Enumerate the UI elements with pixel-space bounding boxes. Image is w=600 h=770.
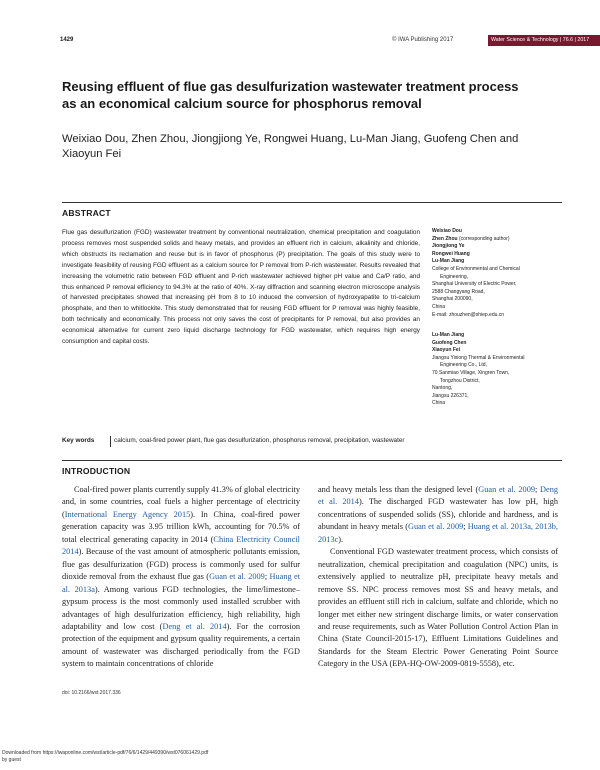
citation-link[interactable]: International Energy Agency 2015 [64, 509, 191, 519]
author-name: Lu-Man Jiang [432, 258, 465, 265]
author-list: Weixiao Dou, Zhen Zhou, Jiongjiong Ye, Rongwei Huang, Lu-Man Jiang, Guofeng Chen and Xiaoyun Fei [62, 133, 519, 160]
keywords-text: calcium, coal-fired power plant, flue gas desulfurization, phosphorus removal, precipitation, wastewater [110, 436, 414, 447]
citation-link[interactable]: Deng et al. 2014 [318, 485, 558, 507]
page-number: 1429 [60, 37, 74, 43]
affiliation-line: College of Environmental and Chemical [432, 265, 520, 272]
download-footer [2, 750, 208, 763]
citation-link[interactable]: China Electricity Council 2014 [62, 534, 300, 557]
affiliation-line: Shanghai University of Electric Power, [432, 281, 517, 288]
affiliation-line: China [432, 303, 446, 310]
journal-info: Water Science & Technology | 76.6 | 2017 [488, 35, 600, 46]
affiliation-line: Tongzhou District, [440, 377, 480, 384]
author-name: Rongwei Huang [432, 250, 470, 257]
download-line: Downloaded from https://iwaponline.com/wst/article-pdf/76/6/1429/449390/wst076061429.pdf [2, 750, 209, 756]
citation-link[interactable]: Guan et al. 2009 [407, 522, 464, 532]
doi[interactable]: doi: 10.2166/wst.2017.336 [62, 690, 121, 696]
affiliation-line: Engineering Co., Ltd, [440, 362, 487, 369]
author-name: Guofeng Chen [432, 339, 467, 346]
affiliation-block-2 [432, 332, 562, 408]
intro-column-2: and heavy metals less than the designed level (Guan et al. 2009; Deng et al. 2014). The discharged FGD wastewater has low pH, high concentrations of suspended solids (SS), chloride and hardness, and is abundant in heavy metals (Guan et al. 2009; Huang et al. 2013a, 2013b, 2013c). Conventional FGD wastewater treatment process, which consists of neutralization, chemical precipitation and coagulation (NPC) units, is extensively applied to neutralize pH, precipitate heavy metals and remove SS. NPC process removes most SS and heavy metals, and provides an effluent still rich in calcium, sulfate and chloride, which no longer met either new stringent discharge limits, or water conservation and reuse requirements, such as Water Pollution Control Action Plan in China (State Council-2015-17), Effluent Limitations Guidelines and Standards for the Steam Electric Power Generating Point Source Category in the USA (EPA-HQ-OW-2009-0819-5558), etc. [318, 484, 558, 671]
email-line: E-mail: zhouzhen@shiep.edu.cn [432, 311, 505, 318]
citation-link[interactable]: Guan et al. 2009 [478, 485, 535, 494]
author-name: Xiaoyun Fei [432, 347, 461, 354]
affiliation-line: Nantong, [432, 385, 453, 392]
keywords-label: Key words [62, 437, 95, 444]
page-header [60, 35, 590, 47]
citation-link[interactable]: Huang et al. 2013a [62, 572, 301, 594]
citation-link[interactable]: Huang et al. 2013a, 2013b, 2013c [318, 522, 558, 544]
author-name: Jiongjiong Ye [432, 243, 465, 250]
download-line: by guest [2, 756, 21, 763]
affiliation-line: China [432, 400, 446, 407]
affiliation-line: 2588 Changyang Road, [432, 288, 485, 295]
intro-paragraph-2: Conventional FGD wastewater treatment process, which consists of neutralization, chemical precipitation and coagulation (NPC) units, is extensively applied to neutralize pH, precipitate heavy metals and remove SS. NPC process removes most SS and heavy metals, and provides an effluent still rich in calcium, sulfate and chloride, which no longer met either new stringent discharge limits, or water conservation and reuse requirements, such as Water Pollution Control Action Plan in China (State Council-2015-17), Effluent Limitations Guidelines and Standards for the Steam Electric Power Generating Point Source Category in the USA (EPA-HQ-OW-2009-0819-5558), etc. [318, 547, 558, 669]
affiliation-line: Jiangsu 226371, [432, 392, 469, 399]
introduction-rule [62, 460, 562, 461]
article-title: Reusing effluent of flue gas desulfurization wastewater treatment process as an economical calcium source for phosphorus removal [62, 79, 519, 111]
intro-column-1: Coal-fired power plants currently supply 41.3% of global electricity and, in some countries, coal fuels a higher percentage of electricity (International Energy Agency 2015). In China, coal-fired power generation capacity was 3.95 trillion kWh, accounting for 70.5% of total electrical generating capacity in 2014 (China Electricity Council 2014). Because of the vast amount of atmospheric pollutants emission, flue gas desulfurization (FGD) process is commonly used for sulfur dioxide removal from the exhaust flue gas (Guan et al. 2009; Huang et al. 2013a). Among various FGD technologies, the lime/limestone–gypsum process is the most commonly used installed scrubber with advantages of high desulfurization efficiency, high reliability, high adaptability and low cost (Deng et al. 2014). For the corrosion protection of the equipment and gypsum quality requirements, a certain amount of wastewater was discharged periodically from the FGD system to maintain concentrations of chloride [62, 485, 301, 669]
author-name: Weixiao Dou [432, 228, 462, 234]
affiliation-line: Shanghai 200090, [432, 296, 473, 303]
affiliation-line: Engineering, [440, 273, 469, 280]
author-name: Lu-Man Jiang [432, 332, 465, 338]
abstract-text: Flue gas desulfurization (FGD) wastewater treatment by conventional neutralization, chemical precipitation and coagulation process removes most suspended solids and heavy metals, and provides an effluent rich in calcium, alkalinity and chloride, which obstructs its reclamation and reuse but is in favor of phosphorus (P) precipitation. The goals of this study were to investigate feasibility of reusing FGD effluent as a calcium source for P removal from P-rich wastewater. Results revealed that increasing the volumetric ratio between FGD effluent and P-rich wastewater achieved higher pH value and Ca/P ratio, and thus enhanced P removal efficiency to 94.3% at the ratio of 40%. X-ray diffraction and scanning electron microscope analysis of harvested precipitates showed that increasing pH from 8 to 10 induced the conversion of hydroxyapatite to tri-calcium phosphate, and then to whitlockite. This study demonstrated that for reusing FGD effluent for P removal was highly feasible, both technically and economically. This process not only saves the cost of precipitants for P removal, but also provides an economical alternative for current zero liquid discharge technology for FGD wastewater, which requires high energy consumption and capital costs. [62, 229, 420, 346]
citation-link[interactable]: Guan et al. 2009 [209, 572, 265, 582]
affiliation-line: 70 Sanmiao Village, Xingren Town, [432, 369, 510, 376]
abstract-heading: ABSTRACT [62, 208, 111, 218]
affiliation-line: Jiangsu Yixiong Thermal & Environmental [432, 354, 525, 361]
corresponding-author-line: Zhen Zhou (corresponding author) [432, 235, 510, 242]
introduction-heading: INTRODUCTION [62, 466, 131, 476]
citation-link[interactable]: Deng et al. 2014 [162, 621, 227, 631]
publisher: © IWA Publishing 2017 [392, 37, 454, 43]
abstract-rule [62, 202, 562, 203]
affiliation-block-1 [432, 228, 562, 319]
